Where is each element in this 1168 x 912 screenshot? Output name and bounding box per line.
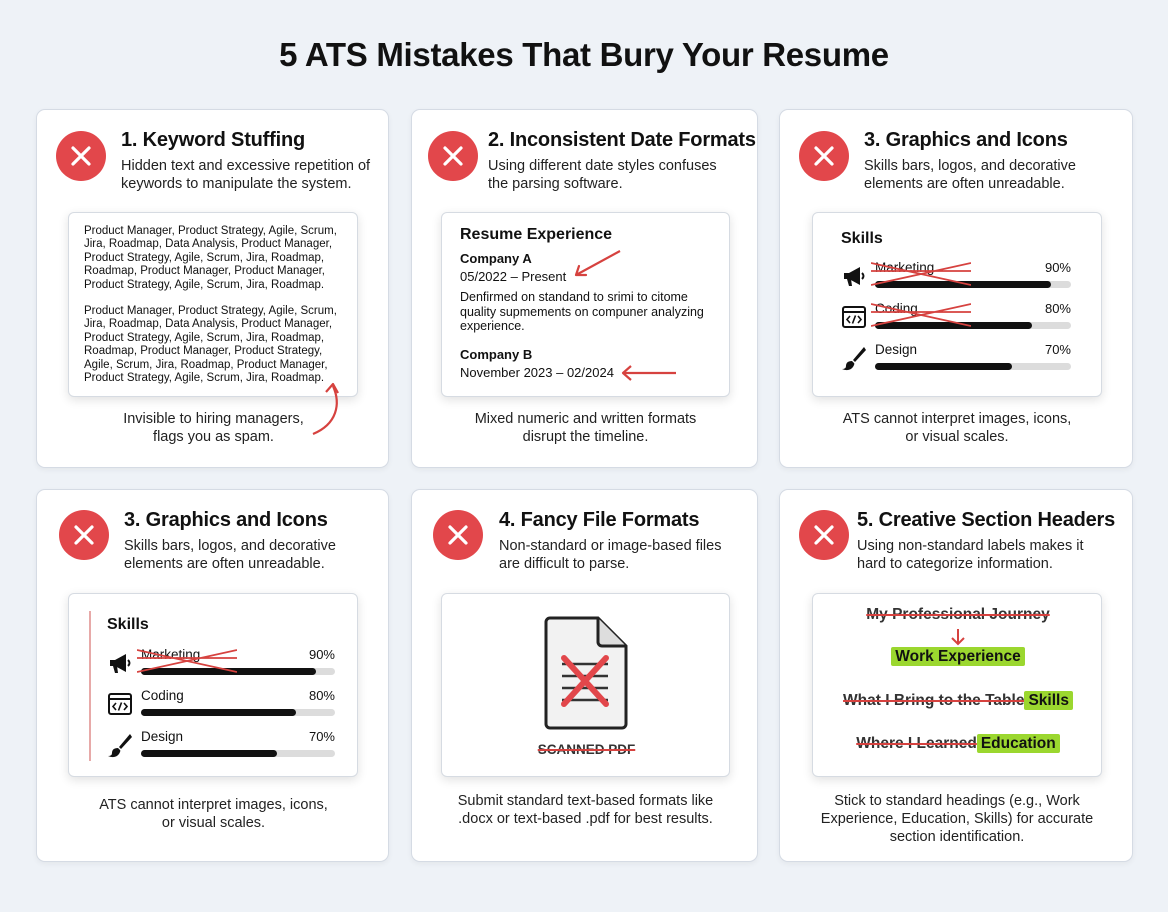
arrow-down-icon [950,627,966,647]
card-title: 2. Inconsistent Date Formats [488,129,756,151]
card-footer: Invisible to hiring managers, flags you as spam. [123,411,304,445]
company-a-label: Company A [460,251,532,266]
resume-preview-keyword-stuffing [68,212,358,397]
skill-label: Coding [875,301,918,316]
skill-bar-track [141,709,335,716]
skill-row [841,261,1071,297]
error-x-icon [56,131,106,181]
card-description: Skills bars, logos, and decorative elements are often unreadable. [124,538,336,572]
date-b: November 2023 – 02/2024 [460,365,614,380]
paintbrush-icon [841,345,867,371]
skill-row [107,689,335,725]
card-title: 3. Graphics and Icons [864,129,1068,151]
card-footer: ATS cannot interpret images, icons, or visual scales. [842,411,1072,445]
skill-percent: 80% [308,688,335,703]
card-footer: Mixed numeric and written formats disrupt the timeline. [474,411,697,445]
skill-row [107,730,335,766]
skill-bar-track [141,750,335,757]
paintbrush-icon [107,732,133,758]
error-x-icon [59,510,109,560]
skill-percent: 90% [1044,260,1071,275]
skill-row [107,648,335,684]
bad-header: My Professional Journey [866,606,1050,623]
skills-preview [812,212,1102,397]
megaphone-icon [841,263,867,289]
card-title: 3. Graphics and Icons [124,509,328,531]
scanned-document-icon [542,614,630,732]
card-description: Hidden text and excessive repetition of keywords to manipulate the system. [121,158,371,192]
card-footer: Stick to standard headings (e.g., Work Experience, Education, Skills) for accurate section identification. [820,793,1094,845]
divider [89,611,91,761]
strike-x-mark [137,646,237,676]
bad-header: What I Bring to the Table [843,692,1025,709]
strike-x-mark [871,300,971,330]
skill-bar-fill [875,363,1012,370]
date-a: 05/2022 – Present [460,269,567,284]
card-graphics-icons [36,489,389,862]
resume-preview-dates [441,212,730,397]
error-x-icon [799,131,849,181]
skill-label: Design [141,729,184,744]
card-graphics-icons [779,109,1133,468]
card-inconsistent-dates [411,109,758,468]
error-x-icon [428,131,478,181]
arrow-pointer-icon [618,363,678,383]
skills-preview [68,593,358,777]
file-type-label: SCANNED PDF [537,742,636,757]
good-header: Skills [1024,691,1073,710]
skill-bar-fill [141,750,277,757]
error-x-icon [433,510,483,560]
code-icon [107,691,133,717]
headers-preview [812,593,1102,777]
bad-header: Where I Learned [856,735,977,752]
skill-label: Marketing [141,647,201,662]
code-icon [841,304,867,330]
skill-label: Design [875,342,918,357]
experience-body: Denfirmed on standand to srimi to citome quality supmements on compuner analyzing experience. [460,290,704,333]
strike-x-mark [871,259,971,289]
skill-percent: 80% [1044,301,1071,316]
card-title: 1. Keyword Stuffing [121,129,305,151]
skill-bar-fill [141,709,296,716]
skill-bar-track [875,363,1071,370]
card-footer: Submit standard text-based formats like .docx or text-based .pdf for best results. [457,793,714,827]
arrow-pointer-icon [570,247,626,281]
keyword-paragraph: Product Manager, Product Strategy, Agile, Scrum, Jira, Roadmap, Data Analysis, Product Manager, Product Strategy, Agile, Scrum, Jira, Roadmap, Roadmap, Product Manager, Product Manager, Product Strategy, Agile, Scrum, Jira, Roadmap. [84,225,337,291]
skills-heading: Skills [841,230,883,247]
card-description: Skills bars, logos, and decorative elements are often unreadable. [864,158,1076,192]
card-description: Using different date styles confuses the parsing software. [488,158,717,192]
card-keyword-stuffing [36,109,389,468]
skill-percent: 70% [308,729,335,744]
skill-label: Marketing [875,260,935,275]
card-fancy-file-formats [411,489,758,862]
error-x-icon [799,510,849,560]
skill-row [841,343,1071,379]
skill-percent: 90% [308,647,335,662]
good-header: Work Experience [891,647,1025,666]
card-footer: ATS cannot interpret images, icons, or visual scales. [99,797,328,831]
card-title: 4. Fancy File Formats [499,509,700,531]
card-description: Non-standard or image-based files are difficult to parse. [499,538,722,572]
card-title: 5. Creative Section Headers [857,509,1116,531]
megaphone-icon [107,650,133,676]
company-b-label: Company B [460,347,533,362]
card-creative-headers [779,489,1133,862]
keyword-paragraph: Product Manager, Product Strategy, Agile, Scrum, Jira, Roadmap, Data Analysis, Product Manager, Product Strategy, Agile, Scrum, Jira, Roadmap, Roadmap, Product Manager, Product Strategy, Agile, Scrum, Jira, Roadmap, Product Manager, Product Strategy, Agile, Scrum, Jira, Roadmap. [84,305,337,385]
good-header: Education [977,734,1060,753]
page-title: 5 ATS Mistakes That Bury Your Resume [279,36,889,73]
skill-percent: 70% [1044,342,1071,357]
skills-heading: Skills [107,616,149,633]
skill-row [841,302,1071,338]
skill-label: Coding [141,688,184,703]
preview-heading: Resume Experience [460,226,613,243]
file-preview [441,593,730,777]
card-description: Using non-standard labels makes it hard to categorize information. [857,538,1084,572]
